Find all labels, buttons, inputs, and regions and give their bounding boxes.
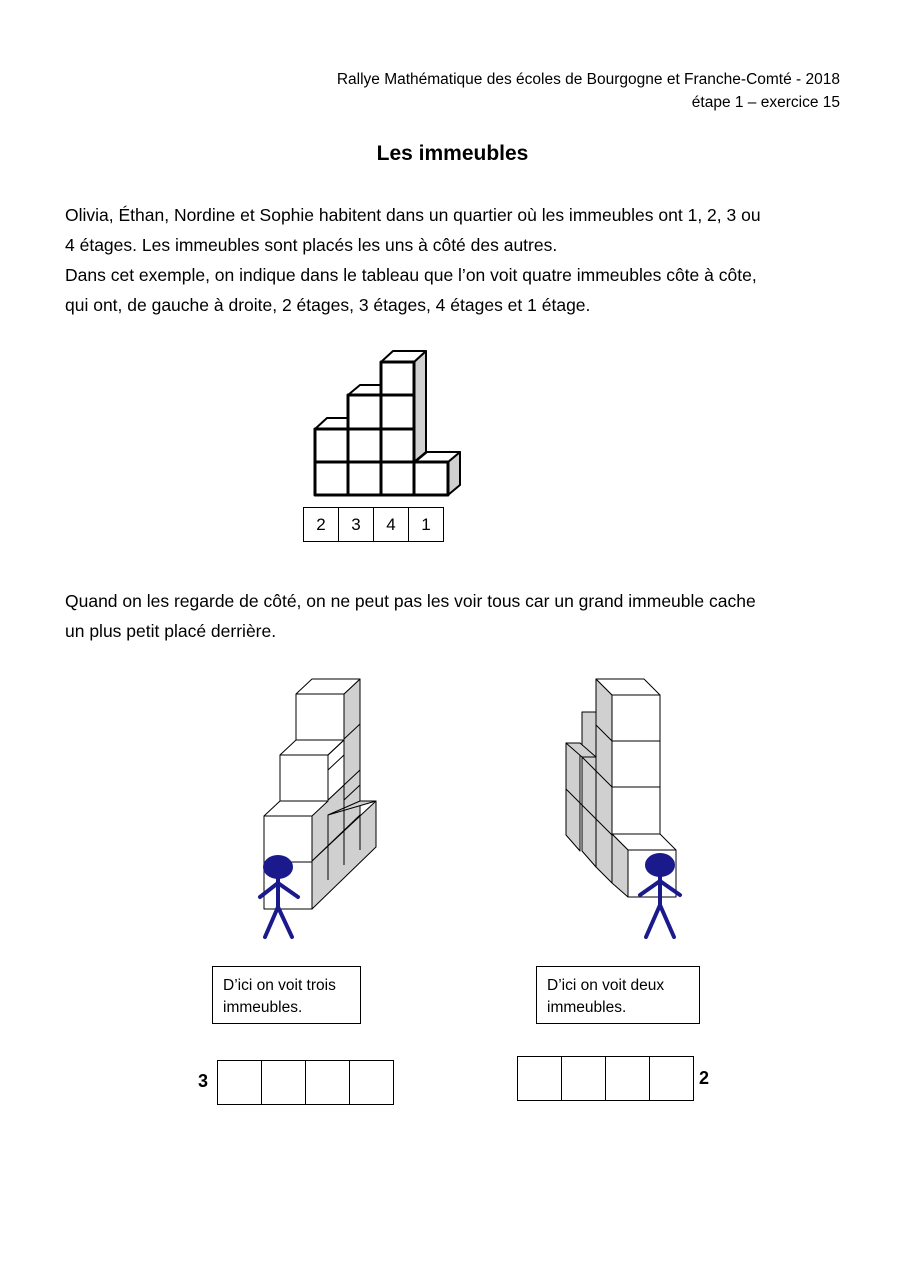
right-answer: 2	[699, 1068, 710, 1088]
answer-cell	[262, 1061, 306, 1104]
right-caption-line-1: D’ici on voit deux	[547, 977, 665, 994]
answer-cell	[218, 1061, 262, 1104]
left-view-figure	[250, 675, 385, 945]
right-answer-table	[517, 1056, 694, 1101]
right-view-figure	[560, 675, 695, 945]
right-caption	[536, 966, 700, 1024]
page-header	[337, 68, 840, 114]
left-caption-line-2: immeubles.	[223, 999, 303, 1016]
side-line-2: un plus petit placé derrière.	[65, 621, 277, 641]
intro-line-4: qui ont, de gauche à droite, 2 étages, 3 étages, 4 étages et 1 étage.	[65, 295, 591, 315]
answer-cell	[350, 1061, 394, 1104]
side-line-1: Quand on les regarde de côté, on ne peut pas les voir tous car un grand immeuble cache	[65, 591, 756, 611]
intro-line-3: Dans cet exemple, on indique dans le tableau que l’on voit quatre immeubles côte à côte,	[65, 265, 757, 285]
example-cell: 2	[304, 508, 339, 541]
left-caption	[212, 966, 361, 1024]
example-cell: 1	[409, 508, 444, 541]
example-buildings-figure	[300, 345, 470, 505]
header-line-1: Rallye Mathématique des écoles de Bourgogne et Franche-Comté - 2018	[336, 71, 840, 88]
left-caption-line-1: D’ici on voit trois	[223, 977, 336, 994]
intro-line-2: 4 étages. Les immeubles sont placés les uns à côté des autres.	[65, 235, 558, 255]
answer-cell	[562, 1057, 606, 1100]
example-table	[303, 507, 444, 542]
header-line-2: étape 1 – exercice 15	[691, 94, 840, 111]
example-cell: 3	[339, 508, 374, 541]
intro-line-1: Olivia, Éthan, Nordine et Sophie habitent dans un quartier où les immeubles ont 1, 2, 3 ou	[65, 205, 761, 225]
right-caption-line-2: immeubles.	[547, 999, 627, 1016]
answer-cell	[606, 1057, 650, 1100]
answer-cell	[306, 1061, 350, 1104]
answer-cell	[650, 1057, 694, 1100]
intro-paragraph	[65, 200, 840, 320]
answer-cell	[518, 1057, 562, 1100]
left-answer: 3	[198, 1071, 209, 1091]
page-title: Les immeubles	[376, 142, 529, 165]
side-view-paragraph	[65, 586, 840, 646]
example-cell: 4	[374, 508, 409, 541]
left-answer-table	[217, 1060, 394, 1105]
